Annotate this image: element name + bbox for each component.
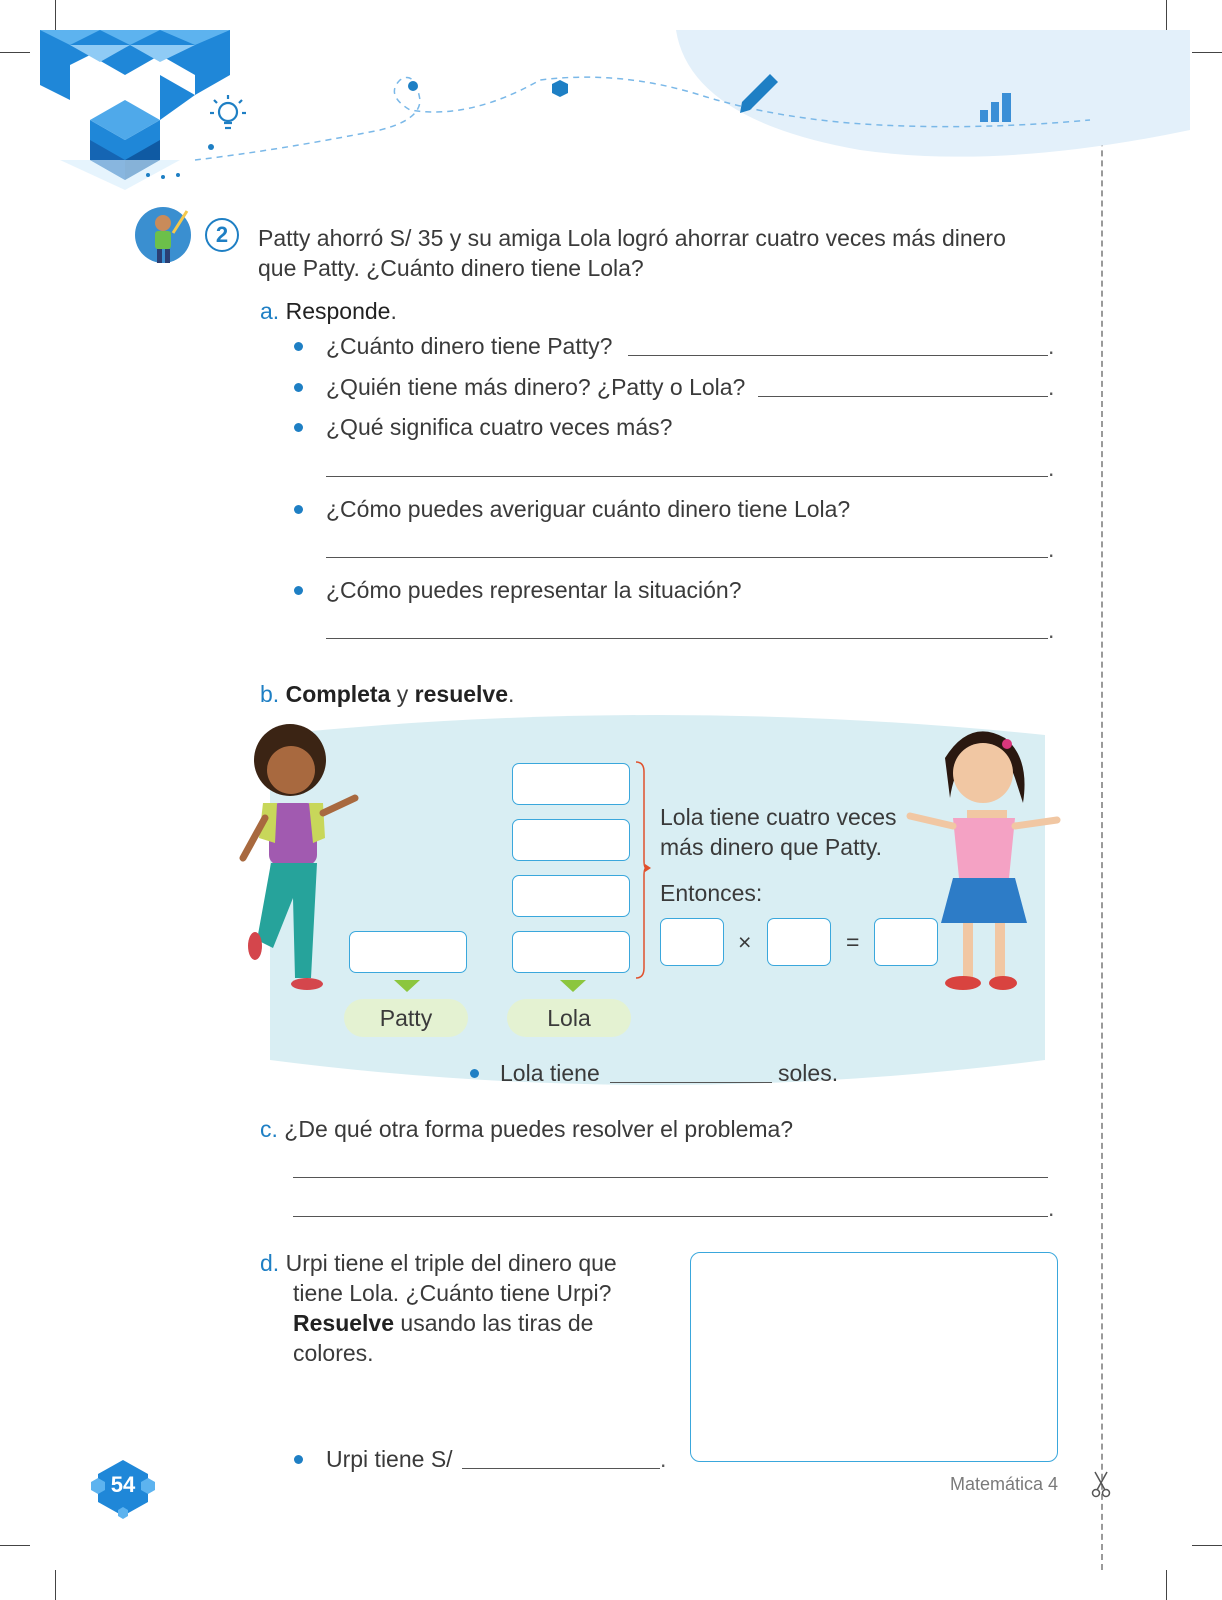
part-d-line-4: colores. (293, 1340, 374, 1366)
part-b-title-and: y (396, 681, 409, 707)
bullet (294, 586, 303, 595)
part-d-line-3-rest: usando las tiras de (400, 1310, 594, 1336)
header-decoration (0, 0, 1222, 200)
part-d-text (260, 1248, 617, 1278)
cube-stack-icon (40, 30, 230, 190)
lola-strip-field[interactable] (512, 875, 630, 917)
part-c-letter: c. (260, 1116, 278, 1142)
answer-line[interactable] (293, 1177, 1048, 1178)
part-d-letter: d. (260, 1250, 280, 1276)
patty-label: Patty (344, 999, 468, 1037)
scissors-icon (1090, 1470, 1112, 1498)
bullet (470, 1069, 479, 1078)
lola-result-prefix: Lola tiene (500, 1060, 600, 1086)
part-b-letter: b. (260, 681, 280, 707)
patty-strip-field[interactable] (349, 931, 467, 973)
line-end-period: . (1048, 374, 1055, 400)
answer-line[interactable] (628, 355, 1048, 356)
problem-number-badge (205, 218, 239, 252)
page-number: 54 (110, 1472, 136, 1497)
part-b-heading (260, 679, 514, 709)
lola-strip-field[interactable] (512, 819, 630, 861)
question-who-has-more: ¿Quién tiene más dinero? ¿Patty o Lola? (326, 374, 746, 400)
lola-strip-field[interactable] (512, 931, 630, 973)
bullet (294, 423, 303, 432)
work-area-box[interactable] (690, 1252, 1058, 1462)
answer-line[interactable] (293, 1216, 1048, 1217)
lola-result-suffix: soles. (778, 1060, 839, 1086)
statement-line-1: Lola tiene cuatro veces (660, 804, 897, 830)
problem-statement-line-1: Patty ahorró S/ 35 y su amiga Lola logró ahorrar cuatro veces más dinero (258, 225, 1006, 251)
lola-strip-field[interactable] (512, 763, 630, 805)
lola-result-line[interactable] (610, 1082, 772, 1083)
question-how-find-lola: ¿Cómo puedes averiguar cuánto dinero tiene Lola? (326, 496, 851, 522)
part-a-heading (260, 296, 397, 326)
answer-line[interactable] (758, 396, 1048, 397)
part-a-period: . (390, 298, 397, 324)
dot-icon (408, 81, 418, 91)
cube-icon (552, 80, 568, 97)
answer-line[interactable] (326, 476, 1048, 477)
part-c-question: ¿De qué otra forma puedes resolver el problema? (284, 1116, 794, 1142)
question-patty-money: ¿Cuánto dinero tiene Patty? (326, 333, 613, 359)
answer-line[interactable] (326, 638, 1048, 639)
book-title: Matemática 4 (949, 1474, 1058, 1494)
cut-line (1101, 30, 1103, 1570)
boy-avatar (135, 205, 195, 267)
bullet (294, 505, 303, 514)
answer-line[interactable] (326, 557, 1048, 558)
part-d-line-1: Urpi tiene el triple del dinero que (285, 1250, 617, 1276)
statement-line-2: más dinero que Patty. (660, 834, 883, 860)
crop-mark (55, 1570, 56, 1600)
product-field[interactable] (874, 918, 938, 966)
entonces-label: Entonces: (660, 880, 763, 906)
part-d-line-3 (293, 1308, 593, 1338)
line-end-period: . (1048, 536, 1055, 562)
problem-statement-line-2: que Patty. ¿Cuánto dinero tiene Lola? (258, 255, 644, 281)
crop-mark (1192, 1545, 1222, 1546)
factor-2-field[interactable] (767, 918, 831, 966)
part-a-title: Responde (285, 298, 391, 324)
urpi-answer-prefix: Urpi tiene S/ (326, 1446, 453, 1472)
part-d-resuelve: Resuelve (293, 1310, 395, 1336)
line-end-period: . (1048, 333, 1055, 359)
line-end-period: . (1048, 455, 1055, 481)
lightbulb-icon (210, 95, 246, 128)
part-b-title-solve: resuelve (414, 681, 509, 707)
part-a-letter: a. (260, 298, 280, 324)
lola-arrow-icon (560, 980, 586, 992)
patty-arrow-icon (394, 980, 420, 992)
bullet (294, 1455, 303, 1464)
line-end-period: . (1048, 1195, 1055, 1221)
bullet (294, 342, 303, 351)
part-b-period: . (508, 681, 515, 707)
part-c-heading (260, 1114, 793, 1144)
part-d-line-2: tiene Lola. ¿Cuánto tiene Urpi? (293, 1280, 612, 1306)
problem-number: 2 (215, 222, 229, 247)
part-b-title-complete: Completa (285, 681, 391, 707)
line-end-period: . (660, 1446, 667, 1472)
line-end-period: . (1048, 617, 1055, 643)
factor-1-field[interactable] (660, 918, 724, 966)
question-how-represent: ¿Cómo puedes representar la situación? (326, 577, 742, 603)
crop-mark (1166, 1570, 1167, 1600)
bullet (294, 383, 303, 392)
times-sign: × (738, 929, 752, 955)
equals-sign: = (846, 929, 860, 955)
urpi-answer-line[interactable] (462, 1468, 660, 1469)
question-four-times-meaning: ¿Qué significa cuatro veces más? (326, 414, 673, 440)
lola-label: Lola (507, 999, 631, 1037)
crop-mark (0, 1545, 30, 1546)
grouping-brace (634, 760, 654, 980)
